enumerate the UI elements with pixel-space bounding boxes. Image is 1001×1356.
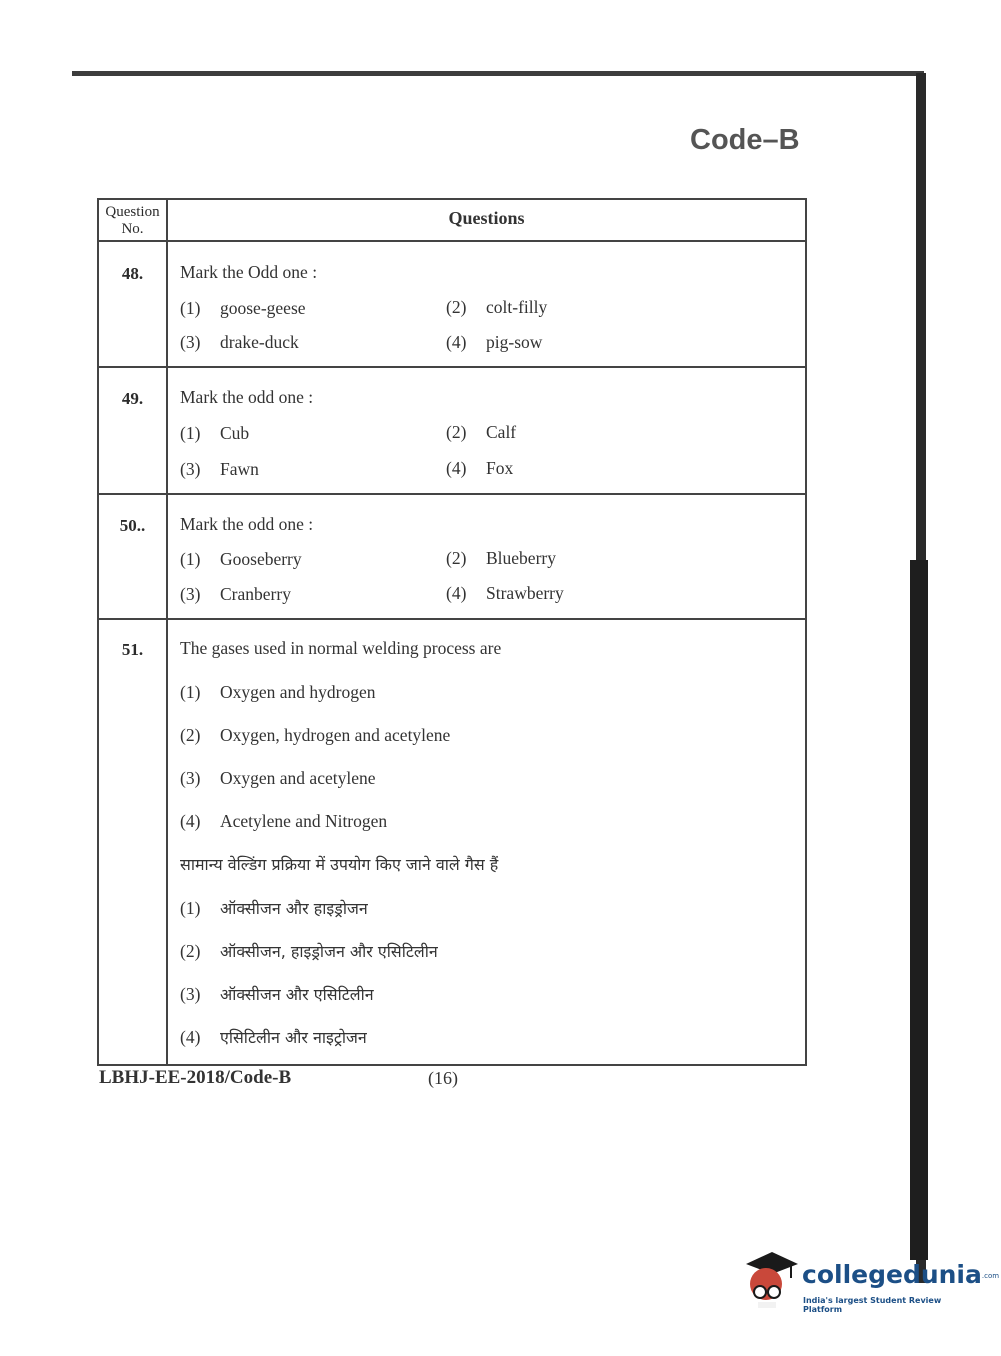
option	[180, 423, 249, 444]
option-number: (4)	[446, 583, 467, 603]
brand-name-text: collegedunia	[802, 1260, 982, 1289]
option-text: Oxygen, hydrogen and acetylene	[220, 725, 451, 745]
option	[446, 422, 516, 443]
option	[180, 725, 450, 746]
option	[446, 332, 542, 353]
option-text: एसिटिलीन और नाइट्रोजन	[220, 1028, 367, 1047]
option-hindi	[180, 1026, 367, 1048]
option-text: Oxygen and hydrogen	[220, 682, 376, 702]
option	[180, 298, 306, 319]
header-question-no-line2: No.	[121, 221, 144, 237]
option-number: (4)	[446, 458, 467, 478]
option	[446, 548, 556, 569]
header-question-no	[99, 204, 166, 238]
mascot-icon	[742, 1250, 800, 1310]
option-text: pig-sow	[486, 332, 543, 352]
option	[180, 584, 291, 605]
page-edge-shadow-lower	[910, 560, 928, 1260]
code-title: Code–B	[690, 124, 800, 156]
option	[180, 682, 376, 703]
question-number: 49.	[121, 389, 144, 408]
option-number: (1)	[180, 549, 201, 569]
option-number: (1)	[180, 423, 201, 443]
option-text: ऑक्सीजन और एसिटिलीन	[220, 985, 374, 1004]
option-number: (2)	[180, 725, 201, 745]
top-rule	[72, 71, 924, 76]
collegedunia-watermark	[742, 1250, 1000, 1314]
row-divider	[99, 493, 805, 495]
row-divider	[99, 366, 805, 368]
question-text: Mark the odd one :	[180, 387, 314, 407]
option-text: ऑक्सीजन और हाइड्रोजन	[220, 899, 368, 918]
question-number: 50..	[119, 516, 146, 535]
option	[446, 583, 564, 604]
option-text: ऑक्सीजन, हाइड्रोजन और एसिटिलीन	[220, 942, 438, 961]
option-number: (1)	[180, 298, 201, 318]
option-number: (4)	[446, 332, 467, 352]
option-number: (3)	[180, 332, 201, 352]
option-number: (1)	[180, 898, 201, 918]
brand-domain-suffix: .com	[981, 1272, 1000, 1280]
option-text: Cranberry	[220, 584, 291, 604]
question-text: Mark the odd one :	[180, 514, 314, 534]
option-number: (3)	[180, 984, 201, 1004]
question-table	[97, 198, 807, 1066]
option-hindi	[180, 983, 374, 1005]
brand-name	[802, 1260, 999, 1289]
option-hindi	[180, 940, 438, 962]
option	[180, 332, 299, 353]
option	[446, 297, 547, 318]
option-text: colt-filly	[486, 297, 548, 317]
option-text: goose-geese	[220, 298, 306, 318]
header-question-no-line1: Question	[105, 204, 160, 220]
option-text: Blueberry	[486, 548, 556, 568]
option-number: (4)	[180, 811, 201, 831]
option	[180, 459, 259, 480]
option-number: (2)	[446, 548, 467, 568]
option-text: Calf	[486, 422, 517, 442]
option-text: Fox	[486, 458, 514, 478]
option-number: (1)	[180, 682, 201, 702]
option-text: Oxygen and acetylene	[220, 768, 376, 788]
option	[446, 458, 513, 479]
option-number: (2)	[180, 941, 201, 961]
option-number: (2)	[446, 297, 467, 317]
question-text: The gases used in normal welding process are	[180, 638, 502, 658]
column-divider	[166, 200, 168, 1064]
option-number: (4)	[180, 1027, 201, 1047]
question-number: 48.	[121, 264, 144, 283]
option-number: (2)	[446, 422, 467, 442]
option-hindi	[180, 897, 368, 919]
header-questions: Questions	[448, 208, 525, 228]
option-text: Acetylene and Nitrogen	[220, 811, 388, 831]
option-text: drake-duck	[220, 332, 299, 352]
option-number: (3)	[180, 768, 201, 788]
option	[180, 768, 375, 789]
row-divider	[99, 618, 805, 620]
page-number: (16)	[428, 1068, 458, 1088]
question-text: Mark the Odd one :	[180, 262, 318, 282]
option-text: Cub	[220, 423, 250, 443]
brand-tagline: India's largest Student Review Platform	[803, 1296, 942, 1314]
footer-code: LBHJ-EE-2018/Code-B	[99, 1067, 292, 1088]
option-text: Gooseberry	[220, 549, 302, 569]
option-text: Fawn	[220, 459, 259, 479]
option-number: (3)	[180, 584, 201, 604]
row-divider	[99, 240, 805, 242]
option	[180, 549, 302, 570]
question-text-hindi: सामान्य वेल्डिंग प्रक्रिया में उपयोग किए जाने वाले गैस हैं	[180, 855, 499, 874]
option-number: (3)	[180, 459, 201, 479]
option	[180, 811, 387, 832]
option-text: Strawberry	[486, 583, 564, 603]
question-number: 51.	[121, 640, 144, 659]
